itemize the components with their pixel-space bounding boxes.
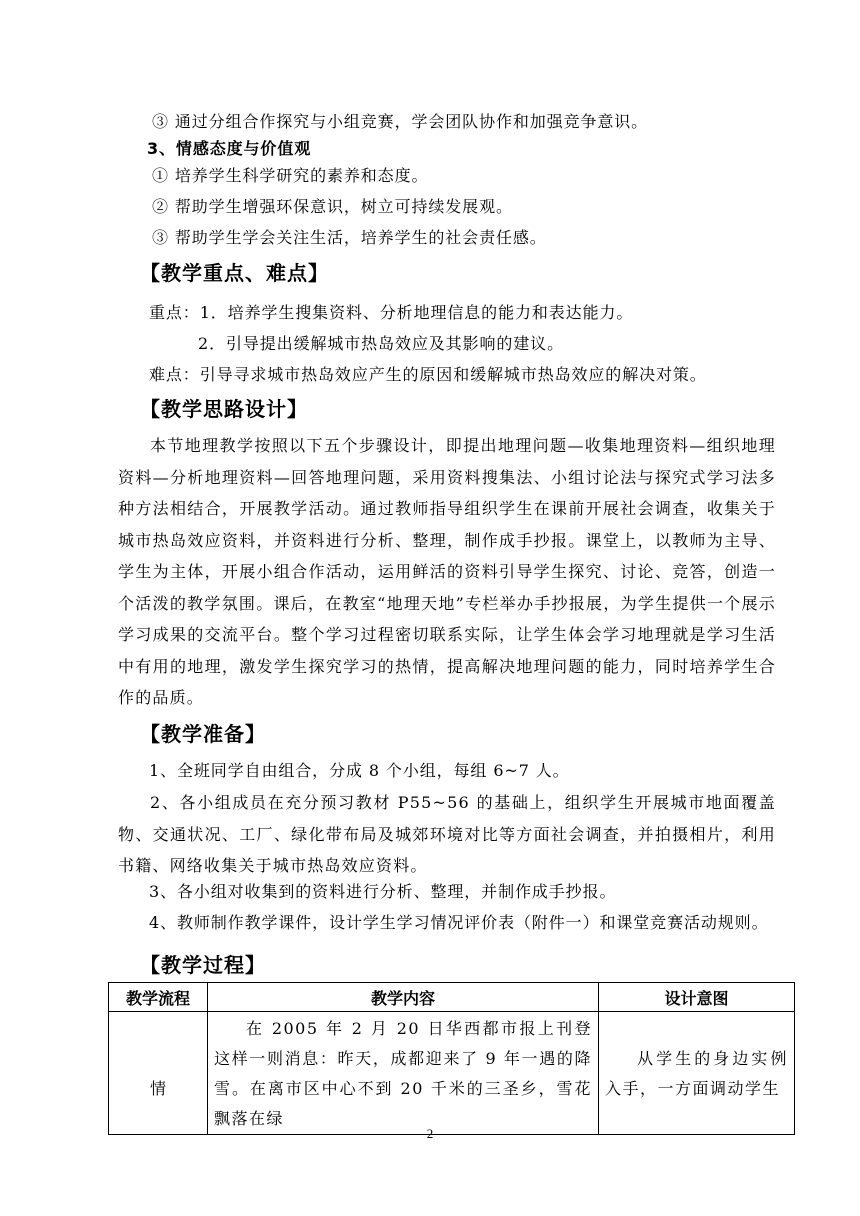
page-number: 2 bbox=[426, 1126, 434, 1141]
teaching-process-table bbox=[108, 982, 795, 1135]
attitude-item-2: ② 帮助学生增强环保意识，树立可持续发展观。 bbox=[152, 197, 513, 216]
heading-key-points: 【教学重点、难点】 bbox=[140, 261, 329, 285]
focus-point-2: 2．引导提出缓解城市热岛效应及其影响的建议。 bbox=[198, 334, 564, 353]
heading-teaching-design: 【教学思路设计】 bbox=[140, 397, 308, 421]
heading-preparation: 【教学准备】 bbox=[140, 722, 266, 746]
column-header-content: 教学内容 bbox=[208, 983, 599, 1012]
attitude-item-3: ③ 帮助学生学会关注生活，培养学生的社会责任感。 bbox=[152, 228, 547, 247]
column-header-flow: 教学流程 bbox=[109, 983, 208, 1012]
cell-flow bbox=[109, 1012, 208, 1135]
difficulty-point: 难点：引导寻求城市热岛效应产生的原因和缓解城市热岛效应的解决对策。 bbox=[149, 365, 707, 384]
column-header-intent: 设计意图 bbox=[599, 983, 795, 1012]
focus-point-1: 重点：1．培养学生搜集资料、分析地理信息的能力和表达能力。 bbox=[149, 303, 634, 322]
section-heading-attitude: 3、情感态度与价值观 bbox=[147, 139, 312, 158]
cell-content bbox=[208, 1012, 599, 1135]
content-text: 在 2005 年 2 月 20 日华西都市报上刊登这样一则消息：昨天，成都迎来了 9 年一遇的降雪。在离市区中心不到 20 千米的三圣乡，雪花飘落在绿 bbox=[214, 1019, 592, 1128]
intent-text: 从学生的身边实例入手，一方面调动学生 bbox=[605, 1049, 788, 1098]
goal-item-3: ③ 通过分组合作探究与小组竞赛，学会团队协作和加强竞争意识。 bbox=[152, 112, 649, 131]
preparation-item-3: 3、各小组对收集到的资料进行分析、整理，并制作成手抄报。 bbox=[149, 882, 617, 901]
table-header-row bbox=[109, 983, 795, 1012]
table-row bbox=[109, 1012, 795, 1135]
design-paragraph: 本节地理教学按照以下五个步骤设计，即提出地理问题—收集地理资料—组织地理资料—分析地理资料—回答地理问题，采用资料搜集法、小组讨论法与探究式学习法多种方法相结合，开展教学活动。通过教师指导组织学生在课前开展社会调查，收集关于城市热岛效应资料，并资料进行分析、整理，制作成手抄报。课堂上，以教师为主导、学生为主体，开展小组合作活动，运用鲜活的资料引导学生探究、讨论、竞答，创造一个活泼的教学氛围。课后，在教室“地理天地”专栏举办手抄报展，为学生提供一个展示学习成果的交流平台。整个学习过程密切联系实际，让学生体会学习地理就是学习生活中有用的地理，激发学生探究学习的热情，提高解决地理问题的能力，同时培养学生合作的品质。 bbox=[118, 436, 776, 707]
cell-intent bbox=[599, 1012, 795, 1135]
heading-teaching-process: 【教学过程】 bbox=[140, 953, 266, 977]
preparation-item-2: 2、各小组成员在充分预习教材 P55~56 的基础上，组织学生开展城市地面覆盖物、交通状况、工厂、绿化带布局及城郊环境对比等方面社会调查，并拍摄相片，利用书籍、网络收集关于城市热岛效应资料。 bbox=[118, 793, 776, 875]
preparation-item-4: 4、教师制作教学课件，设计学生学习情况评价表（附件一）和课堂竞赛活动规则。 bbox=[149, 913, 769, 932]
attitude-item-1: ① 培养学生科学研究的素养和态度。 bbox=[152, 166, 429, 185]
preparation-item-1: 1、全班同学自由组合，分成 8 个小组，每组 6~7 人。 bbox=[149, 761, 570, 780]
flow-label: 情 bbox=[149, 1079, 166, 1098]
